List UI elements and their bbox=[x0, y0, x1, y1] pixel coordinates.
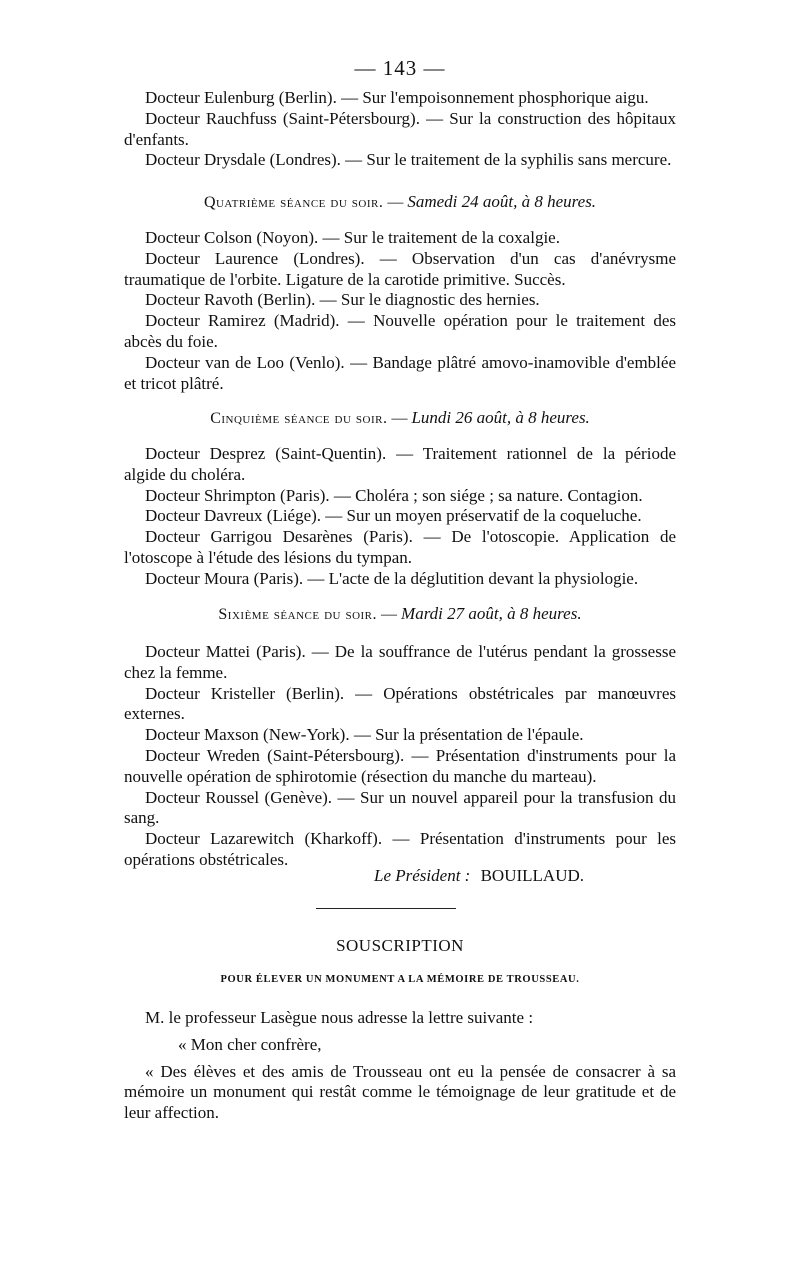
letter-body: « Des élèves et des amis de Trousseau ont eu la pensée de consacrer à sa mémoire un monument qui restât comme le témoignage de leur gratitude et de leur affection. bbox=[124, 1061, 676, 1123]
entry-paragraph: Docteur Colson (Noyon). — Sur le traitement de la coxalgie. bbox=[145, 228, 560, 247]
entry-paragraph: Docteur Garrigou Desarènes (Paris). — De l'otoscopie. Application de l'otoscope à l'étude des lésions du tympan. bbox=[124, 527, 676, 567]
session-heading: Cinquième séance du soir. — Lundi 26 août, à 8 heures. bbox=[210, 408, 590, 427]
entry-paragraph: Docteur Mattei (Paris). — De la souffrance de l'utérus pendant la grossesse chez la femme. bbox=[124, 642, 676, 682]
entry-paragraph: Docteur Ravoth (Berlin). — Sur le diagnostic des hernies. bbox=[145, 290, 540, 310]
entry-paragraph: Docteur Drysdale (Londres). — Sur le traitement de la syphilis sans mercure. bbox=[145, 150, 672, 170]
subscription-title: SOUSCRIPTION bbox=[336, 936, 464, 955]
subscription-subtitle: POUR ÉLEVER UN MONUMENT A LA MÉMOIRE DE TROUSSEAU. bbox=[220, 974, 580, 985]
entry-paragraph: Docteur Maxson (New-York). — Sur la présentation de l'épaule. bbox=[145, 725, 584, 745]
session-heading: Quatrième séance du soir. — Samedi 24 août, à 8 heures. bbox=[203, 192, 597, 211]
session-date: Lundi 26 août, à 8 heures. bbox=[411, 408, 590, 427]
entry-paragraph: Docteur Shrimpton (Paris). — Choléra ; son siége ; sa nature. Contagion. bbox=[145, 485, 643, 505]
subscription-letter bbox=[124, 1008, 676, 1124]
entry-paragraph: Docteur Desprez (Saint-Quentin). — Traitement rationnel de la période algide du choléra. bbox=[124, 444, 676, 484]
entry-paragraph: Docteur Roussel (Genève). — Sur un nouvel appareil pour la transfusion du sang. bbox=[124, 787, 676, 828]
session-entries bbox=[124, 444, 676, 590]
intro-entries bbox=[124, 88, 676, 171]
session-date: Mardi 27 août, à 8 heures. bbox=[401, 604, 582, 623]
entry-paragraph: Docteur Ramirez (Madrid). — Nouvelle opération pour le traitement des abcès du foie. bbox=[124, 311, 676, 351]
entry-paragraph: Docteur Eulenburg (Berlin). — Sur l'empoisonnement phosphorique aigu. bbox=[145, 88, 649, 107]
signature-name: BOUILLAUD. bbox=[480, 866, 584, 885]
entry-paragraph: Docteur Davreux (Liége). — Sur un moyen préservatif de la coqueluche. bbox=[145, 506, 642, 526]
session-title: Cinquième séance du soir. bbox=[210, 410, 388, 427]
entry-paragraph: Docteur Wreden (Saint-Pétersbourg). — Présentation d'instruments pour la nouvelle opération de sphirotomie (résection du manche du marteau). bbox=[124, 745, 676, 786]
entry-paragraph: Docteur Rauchfuss (Saint-Pétersbourg). — Sur la construction des hôpitaux d'enfants. bbox=[124, 108, 676, 149]
entry-paragraph: Docteur van de Loo (Venlo). — Bandage plâtré amovo-inamovible d'emblée et tricot plâtré. bbox=[124, 352, 676, 393]
signature-label: Le Président : bbox=[374, 866, 471, 885]
letter-intro: M. le professeur Lasègue nous adresse la lettre suivante : bbox=[145, 1008, 534, 1027]
session-heading: Sixième séance du soir. — Mardi 27 août, à 8 heures. bbox=[218, 604, 582, 623]
signature bbox=[124, 866, 584, 887]
session-title: Sixième séance du soir. bbox=[218, 606, 378, 623]
entry-paragraph: Docteur Moura (Paris). — L'acte de la déglutition devant la physiologie. bbox=[145, 568, 639, 588]
section-divider bbox=[316, 908, 456, 909]
session-date: Samedi 24 août, à 8 heures. bbox=[407, 192, 597, 211]
entry-paragraph: Docteur Laurence (Londres). — Observation d'un cas d'anévrysme traumatique de l'orbite. Ligature de la carotide primitive. Succès. bbox=[124, 248, 676, 289]
letter-salutation: « Mon cher confrère, bbox=[178, 1034, 322, 1054]
session-entries bbox=[124, 228, 676, 394]
entry-paragraph: Docteur Kristeller (Berlin). — Opérations obstétricales par manœuvres externes. bbox=[124, 683, 676, 724]
session-entries bbox=[124, 642, 676, 871]
session-title: Quatrième séance du soir. bbox=[203, 194, 384, 211]
entry-paragraph: Docteur Lazarewitch (Kharkoff). — Présentation d'instruments pour les opérations obstétricales. bbox=[124, 829, 676, 869]
page-number: — 143 — bbox=[354, 56, 446, 80]
